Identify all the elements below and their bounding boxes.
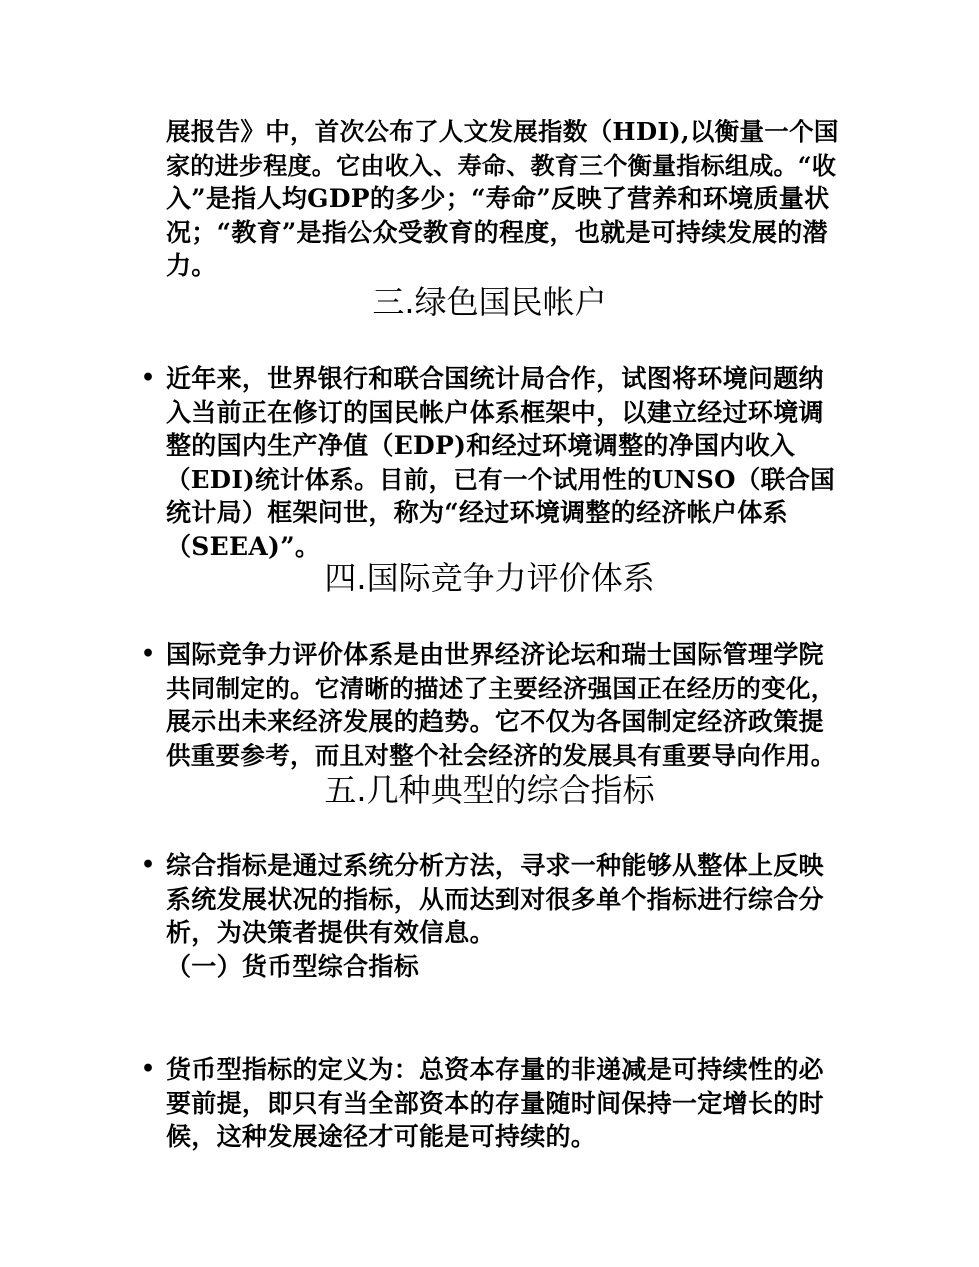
paragraph-line: 统计局）框架问世，称为“经过环境调整的经济帐户体系 <box>166 498 788 527</box>
intro-paragraph <box>166 115 846 283</box>
intro-line: 入”是指人均GDP的多少；“寿命”反映了营养和环境质量状 <box>166 184 830 213</box>
intro-line: 家的进步程度。它由收入、寿命、教育三个衡量指标组成。“收 <box>166 150 837 180</box>
competitiveness-paragraph <box>166 638 846 772</box>
section-heading-green-accounts: 三.绿色国民帐户 <box>372 283 607 321</box>
paragraph-line: 析，为决策者提供有效信息。 <box>166 918 495 947</box>
green-accounts-paragraph <box>166 362 846 563</box>
subsection-title: （一）货币型综合指标 <box>166 951 420 981</box>
bullet-marker: • <box>141 641 156 667</box>
bullet-marker: • <box>141 1056 156 1082</box>
section-heading-composite-indicators: 五.几种典型的综合指标 <box>324 771 655 809</box>
paragraph-line: 综合指标是通过系统分析方法，寻求一种能够从整体上反映 <box>166 851 824 880</box>
paragraph-line: 共同制定的。它清晰的描述了主要经济强国正在经历的变化， <box>166 673 836 703</box>
paragraph-line: （SEEA)”。 <box>166 531 321 561</box>
paragraph-line: 整的国内生产净值（EDP)和经过环境调整的净国内收入 <box>166 431 796 460</box>
paragraph-line: （EDI)统计体系。目前，已有一个试用性的UNSO（联合国 <box>166 464 835 494</box>
monetary-indicator-paragraph <box>166 1053 846 1154</box>
paragraph-line: 近年来，世界银行和联合国统计局合作，试图将环境问题纳 <box>166 364 824 393</box>
paragraph-line: 国际竞争力评价体系是由世界经济论坛和瑞士国际管理学院 <box>166 640 824 669</box>
section-heading-competitiveness: 四.国际竞争力评价体系 <box>324 559 655 597</box>
paragraph-line: 候，这种发展途径才可能是可持续的。 <box>166 1122 597 1151</box>
paragraph-line: 展示出未来经济发展的趋势。它不仅为各国制定经济政策提 <box>166 707 824 736</box>
composite-indicators-paragraph <box>166 849 846 983</box>
paragraph-line: 货币型指标的定义为：总资本存量的非递减是可持续性的必 <box>166 1055 824 1084</box>
paragraph-line: 供重要参考，而且对整个社会经济的发展具有重要导向作用。 <box>166 740 836 770</box>
bullet-marker: • <box>141 365 156 391</box>
intro-line: 力。 <box>166 251 217 280</box>
paragraph-line: 入当前正在修订的国民帐户体系框架中，以建立经过环境调 <box>166 397 824 427</box>
bullet-marker: • <box>141 852 156 878</box>
intro-line: 况；“教育”是指公众受教育的程度，也就是可持续发展的潜 <box>166 217 828 247</box>
paragraph-line: 要前提，即只有当全部资本的存量随时间保持一定增长的时 <box>166 1088 824 1118</box>
paragraph-line: 系统发展状况的指标，从而达到对很多单个指标进行综合分 <box>166 884 824 914</box>
intro-line: 展报告》中，首次公布了人文发展指数（HDI),以衡量一个国 <box>166 117 839 146</box>
